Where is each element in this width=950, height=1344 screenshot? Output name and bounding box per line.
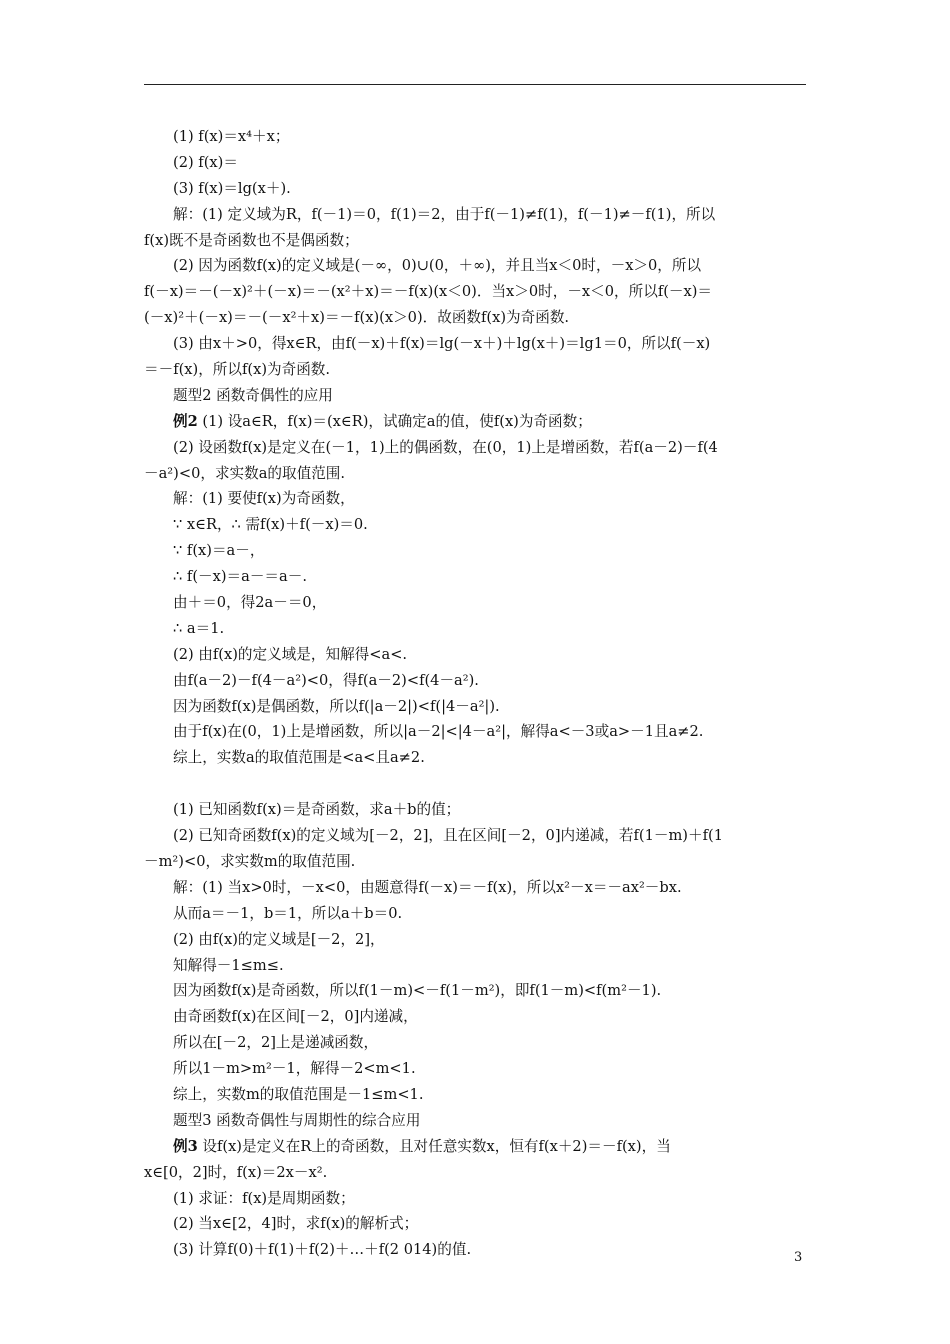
line-text: ＝－f(x)，所以f(x)为奇函数. [144, 361, 331, 379]
text-line [144, 564, 808, 590]
text-line [144, 642, 808, 668]
header-rule [144, 84, 806, 85]
text-line [144, 409, 808, 435]
line-text: 解：(1) 定义域为R，f(－1)＝0，f(1)＝2，由于f(－1)≠f(1)，f(－1)≠－f(1)，所以 [173, 205, 716, 223]
line-text: 因为函数f(x)是偶函数，所以f(|a－2|)<f(|4－a²|). [173, 697, 500, 715]
line-text: 所以1－m>m²－1，解得－2<m<1. [173, 1060, 416, 1078]
text-line [144, 901, 808, 927]
text-line [144, 745, 808, 771]
text-line [144, 1186, 808, 1212]
text-line [144, 1030, 808, 1056]
line-text: ∵ f(x)＝a－， [173, 542, 265, 560]
line-text: 解：(1) 要使f(x)为奇函数， [173, 490, 355, 508]
line-text: (2) 设函数f(x)是定义在(－1，1)上的偶函数，在(0，1)上是增函数，若f(a－2)－f(4 [173, 438, 718, 456]
text-line [144, 694, 808, 720]
line-text: (2) 已知奇函数f(x)的定义域为[－2，2]，且在区间[－2，0]内递减，若f(1－m)＋f(1 [173, 827, 723, 845]
line-text: 由奇函数f(x)在区间[－2，0]内递减， [173, 1008, 418, 1026]
text-line [144, 953, 808, 979]
line-text: －m²)<0，求实数m的取值范围. [144, 852, 356, 870]
text-line [144, 771, 808, 797]
example-label: 例2 [173, 412, 198, 430]
text-line [144, 357, 808, 383]
line-text: f(x)既不是奇函数也不是偶函数； [144, 231, 359, 249]
line-text: 题型3 函数奇偶性与周期性的综合应用 [173, 1111, 421, 1129]
line-text: ∴ a＝1. [173, 619, 225, 637]
text-line [144, 590, 808, 616]
line-text: ∴ f(－x)＝a－＝a－. [173, 568, 307, 586]
text-line [144, 1004, 808, 1030]
text-line [144, 124, 808, 150]
line-text: (－x)²＋(－x)＝－(－x²＋x)＝－f(x)(x＞0)．故函数f(x)为奇函数. [144, 309, 570, 327]
line-text: (1) 求证：f(x)是周期函数； [173, 1189, 355, 1207]
line-text: 因为函数f(x)是奇函数，所以f(1－m)<－f(1－m²)，即f(1－m)<f(m²－1). [173, 982, 662, 1000]
text-line [144, 253, 808, 279]
text-line [144, 331, 808, 357]
text-line [144, 176, 808, 202]
text-line [144, 486, 808, 512]
text-line [144, 538, 808, 564]
text-line [144, 1211, 808, 1237]
line-text: (2) 由f(x)的定义域是[－2，2]， [173, 930, 385, 948]
text-line [144, 616, 808, 642]
line-text: (3) 计算f(0)＋f(1)＋f(2)＋…＋f(2 014)的值. [173, 1241, 472, 1259]
text-line [144, 1237, 808, 1263]
text-line [144, 279, 808, 305]
example-label: 例3 [173, 1137, 198, 1155]
text-line [144, 228, 808, 254]
line-text: (2) 因为函数f(x)的定义域是(－∞，0)∪(0，＋∞)，并且当x＜0时，－x＞0，所以 [173, 257, 702, 275]
text-line [144, 927, 808, 953]
text-line [144, 202, 808, 228]
line-text: 由＋＝0，得2a－＝0， [173, 594, 327, 612]
line-text: (1) 设a∈R，f(x)＝(x∈R)，试确定a的值，使f(x)为奇函数； [197, 412, 592, 430]
line-text: 所以在[－2，2]上是递减函数， [173, 1034, 379, 1052]
line-text: (3) 由x＋>0，得x∈R，由f(－x)＋f(x)＝lg(－x＋)＋lg(x＋)＝lg1＝0，所以f(－x) [173, 335, 711, 353]
line-text: 解：(1) 当x>0时，－x<0，由题意得f(－x)＝－f(x)，所以x²－x＝－ax²－bx. [173, 878, 682, 896]
line-text: (1) f(x)＝x⁴＋x； [173, 128, 290, 145]
page-body [144, 124, 808, 1263]
line-text: (1) 已知函数f(x)＝是奇函数，求a＋b的值； [173, 801, 461, 819]
line-text: x∈[0，2]时，f(x)＝2x－x². [144, 1163, 328, 1181]
text-line [144, 849, 808, 875]
line-text: 从而a＝－1，b＝1，所以a＋b＝0. [173, 904, 403, 922]
line-text: 由于f(x)在(0，1)上是增函数，所以|a－2|<|4－a²|，解得a<－3或a>－1且a≠2. [173, 723, 704, 741]
line-text: 综上，实数a的取值范围是<a<且a≠2. [173, 749, 425, 767]
text-line [144, 1082, 808, 1108]
text-line [144, 1134, 808, 1160]
line-text: (2) f(x)＝ [173, 153, 238, 171]
text-line [144, 383, 808, 409]
page-number: 3 [794, 1250, 803, 1265]
line-text: (2) 当x∈[2，4]时，求f(x)的解析式； [173, 1215, 419, 1233]
text-line [144, 1056, 808, 1082]
line-text: f(－x)＝－(－x)²＋(－x)＝－(x²＋x)＝－f(x)(x＜0)．当x＞0时，－x＜0，所以f(－x)＝ [144, 283, 713, 301]
text-line [144, 305, 808, 331]
text-line [144, 461, 808, 487]
line-text: 题型2 函数奇偶性的应用 [173, 386, 333, 404]
line-text: (3) f(x)＝lg(x＋). [173, 179, 291, 197]
text-line [144, 435, 808, 461]
text-line [144, 797, 808, 823]
text-line [144, 512, 808, 538]
text-line [144, 823, 808, 849]
line-text: 设f(x)是定义在R上的奇函数，且对任意实数x，恒有f(x＋2)＝－f(x)，当 [197, 1137, 671, 1155]
line-text: 综上，实数m的取值范围是－1≤m<1. [173, 1085, 424, 1103]
text-line [144, 978, 808, 1004]
text-line [144, 875, 808, 901]
text-line [144, 719, 808, 745]
line-text: 知解得－1≤m≤. [173, 956, 284, 974]
line-text: ∵ x∈R，∴ 需f(x)＋f(－x)＝0. [173, 516, 368, 534]
line-text: (2) 由f(x)的定义域是，知解得<a<. [173, 645, 408, 663]
text-line [144, 1160, 808, 1186]
text-line [144, 1108, 808, 1134]
line-text: 由f(a－2)－f(4－a²)<0，得f(a－2)<f(4－a²). [173, 671, 479, 689]
text-line [144, 668, 808, 694]
line-text: －a²)<0，求实数a的取值范围. [144, 464, 346, 482]
text-line [144, 150, 808, 176]
